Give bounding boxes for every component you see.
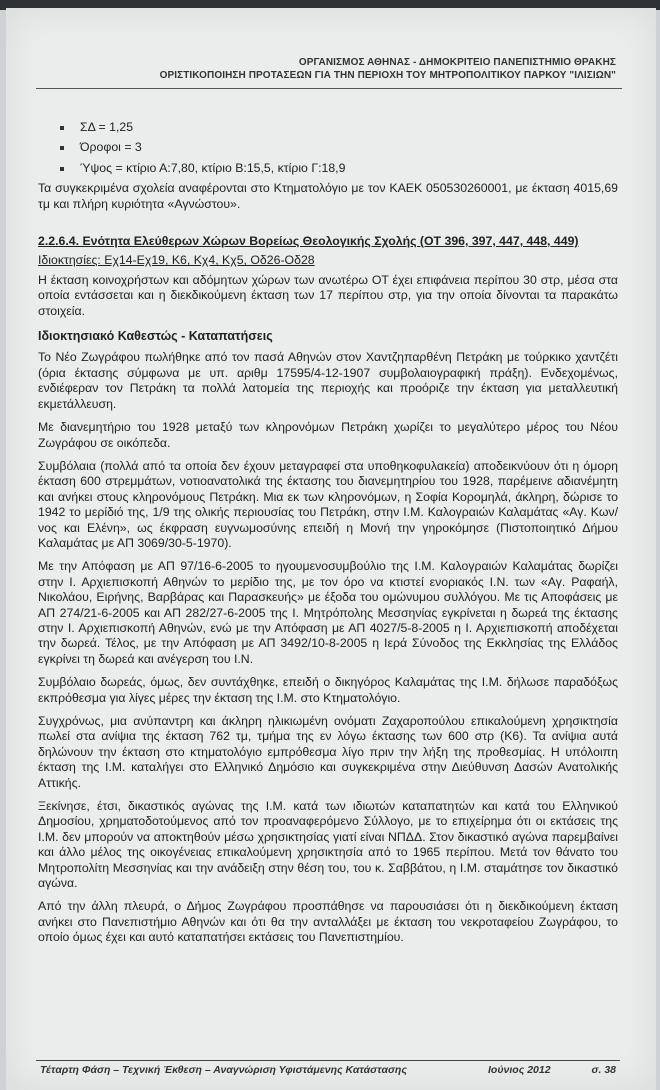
header-line-1: ΟΡΓΑΝΙΣΜΟΣ ΑΘΗΝΑΣ - ΔΗΜΟΚΡΙΤΕΙΟ ΠΑΝΕΠΙΣΤΗΜΙΟ ΘΡΑΚΗΣ: [298, 57, 616, 68]
document-page: [6, 8, 656, 1090]
body-paragraph: Με την Απόφαση με ΑΠ 97/16-6-2005 το ηγουμενοσυμβούλιο της Ι.Μ. Καλογραιών Καλαμάτας δωρίζει στην Ι. Αρχιεπισκοπή Αθηνών το μερίδιο της, με τον όρο να κτιστεί ενοριακός Ι.Ν. των «Αγ. Ραφαήλ, Νικολάου, Ειρήνης, Βαρβάρας και Παρασκευής» με έξοδα του ομώνυμου συλλόγου. Με τις Αποφάσεις με ΑΠ 274/21-6-2005 και ΑΠ 282/27-6-2005 της Ι. Μητρόπολης Μεσσηνίας εγκρίνεται η δωρεά της έκτασης στην Ι. Αρχιεπισκοπή Αθηνών, ενώ με την Απόφαση με ΑΠ 4027/5-8-2005 η Ι. Αρχιεπισκοπή αποδέχεται την δωρεά. Τέλος, με την Απόφαση με ΑΠ 3492/10-8-2005 η Ιερά Σύνοδος της Εκκλησίας της Ελλάδος εγκρίνει τη δωρεά και ανέγερση του Ι.Ν.: [38, 559, 618, 666]
body-paragraph: Συμβόλαια (πολλά από τα οποία δεν έχουν μεταγραφεί στα υποθηκοφυλακεία) αποδεικνύουν ότι η όμορη έκταση 600 στρεμμάτων, νοτιοανατολικά της έκτασης του διανεμητηρίου του 1928, παρέμεινε αδιανέμητη και ανήκει στους κληρονόμους Πετράκη. Μια εκ των κληρονόμων, η Σοφία Κορομηλά, άκληρη, δώρισε το 1942 το μερίδιό της, 1/9 της ολικής περιουσίας του Πετράκη, στην Ι.Μ. Καλογραιών Καλαμάτας «Αγ. Κων/νος και Ελένη», ως έκφραση ευγνωμοσύνης επειδή η Μονή την γηροκόμησε (Πιστοποιητικό Δήμου Καλαμάτας με ΑΠ 3069/30-5-1970).: [38, 458, 618, 550]
bullet-icon: [60, 167, 64, 171]
page-number: σ. 38: [591, 1064, 616, 1076]
intro-paragraph: Τα συγκεκριμένα σχολεία αναφέρονται στο Κτηματολόγιο με τον ΚΑΕΚ 050530260001, με έκταση 4015,69 τμ και πλήρη κυριότητα «Αγνώστου».: [38, 181, 618, 211]
body-paragraph: Συγχρόνως, μια ανύπαντρη και άκληρη ηλικιωμένη ονόματι Ζαχαροπούλου επικαλούμενη χρησικτησία πωλεί στα ανίψια της έκταση 762 τμ, τμήμα της εν λόγω έκτασης των 600 στρ (Κ6). Τα ανίψια αυτά δηλώνουν την έκταση στο κτηματολόγιο εμπρόθεσμα λίγο πριν την λήξη της προθεσμίας. Η υπόλοιπη έκταση της Ι.Μ. καταλήγει στο Ελληνικό Δημόσιο και συγκεκριμένα στην Διεύθυνση Δασών Ανατολικής Αττικής.: [38, 714, 618, 790]
body-paragraph: Συμβόλαιο δωρεάς, όμως, δεν συντάχθηκε, επειδή ο δικηγόρος Καλαμάτας της Ι.Μ. δήλωσε παραδόξως εκπρόθεσμα για λίγες μέρες την έκταση της Ι.Μ. στο Κτηματολόγιο.: [38, 675, 618, 705]
subheading: Ιδιοκτησιακό Καθεστώς - Καταπατήσεις: [38, 329, 273, 344]
body-paragraph: Από την άλλη πλευρά, ο Δήμος Ζωγράφου προσπάθησε να παρουσιάσει ότι η διεκδικούμενη έκταση ανήκει στο Πανεπιστήμιο Αθηνών και ότι θα την ανταλλάξει με έκταση του νεκροταφείου Ζωγράφου, το οποίο όμως έχει και αυτό καταπατήσει εκτάσεις του Πανεπιστημίου.: [38, 899, 618, 945]
list-item: Ύψος = κτίριο Α:7,80, κτίριο Β:15,5, κτίριο Γ:18,9: [60, 161, 618, 176]
footer-date: Ιούνιος 2012: [488, 1064, 551, 1076]
bullet-icon: [60, 146, 64, 150]
body-paragraph: Με διανεμητήριο του 1928 μεταξύ των κληρονόμων Πετράκη χωρίζει το μεγαλύτερο μέρος του Νέου Ζωγράφου σε οικόπεδα.: [38, 420, 618, 450]
section-paragraph: Η έκταση κοινοχρήστων και αδόμητων χώρων των ανωτέρω ΟΤ έχει επιφάνεια περίπου 30 στρ, μέσα στα οποία εντάσσεται και η διεκδικούμενη έκταση των 17 περίπου στρ, για την οποία δίνονται τα παρακάτω στοιχεία.: [38, 272, 618, 318]
header-divider: [36, 88, 622, 89]
section-title: 2.2.6.4. Ενότητα Ελεύθερων Χώρων Βορείως Θεολογικής Σχολής (ΟΤ 396, 397, 447, 448, 449): [38, 234, 579, 249]
body-paragraph: Ξεκίνησε, έτσι, δικαστικός αγώνας της Ι.Μ. κατά των ιδιωτών καταπατητών και κατά του Ελληνικού Δημοσίου, χρηματοδοτούμενος από τον προαναφερόμενο Σύλλογο, με το επιχείρημα ότι οι εκτάσεις της Ι.Μ. δεν μπορούν να αποκτηθούν μέσω χρησικτησίας γιατί είναι ΝΠΔΔ. Στον δικαστικό αγώνα παρεμβαίνει και άλλο μέλος της οικογένειας επικαλούμενη χρησικτησία από το 1965 περίπου. Μετά τον θάνατο του Μητροπολίτη Μεσσηνίας και την ανάδειξη στην θέση του, του κ. Σαββάτου, η Ι.Μ. σταμάτησε τον δικαστικό αγώνα.: [38, 799, 618, 891]
list-item: ΣΔ = 1,25: [60, 120, 618, 135]
header-line-2: ΟΡΙΣΤΙΚΟΠΟΙΗΣΗ ΠΡΟΤΑΣΕΩΝ ΓΙΑ ΤΗΝ ΠΕΡΙΟΧΗ ΤΟΥ ΜΗΤΡΟΠΟΛΙΤΙΚΟΥ ΠΑΡΚΟΥ "ΙΛΙΣΙΩΝ": [159, 70, 616, 81]
footer-divider: [36, 1060, 620, 1061]
body-paragraph: Το Νέο Ζωγράφου πωλήθηκε από τον πασά Αθηνών στον Χαντζηπαρθένη Πετράκη με τούρκικο χαντζέτι (όρια έκτασης σύμφωνα με υπ. αριθμ 17595/4-12-1907 συμβολαιογραφική πράξη). Ενδεχομένως, ενδιέφεραν τον Πετράκη τα πολλά λατομεία της περιοχής και προόριζε την έκταση για μεταλλευτική εκμετάλλευση.: [38, 350, 618, 411]
bullet-icon: [60, 126, 64, 130]
page-footer: [40, 1064, 616, 1076]
page-content: [38, 120, 618, 954]
specs-list: [60, 120, 618, 176]
properties-line: Ιδιοκτησίες: Εχ14-Εχ19, Κ6, Κχ4, Κχ5, Οδ26-Οδ28: [38, 253, 315, 268]
list-item: Όροφοι = 3: [60, 140, 618, 155]
page-header: [160, 56, 616, 82]
footer-title: Τέταρτη Φάση – Τεχνική Έκθεση – Αναγνώριση Υφιστάμενης Κατάστασης: [40, 1064, 407, 1076]
